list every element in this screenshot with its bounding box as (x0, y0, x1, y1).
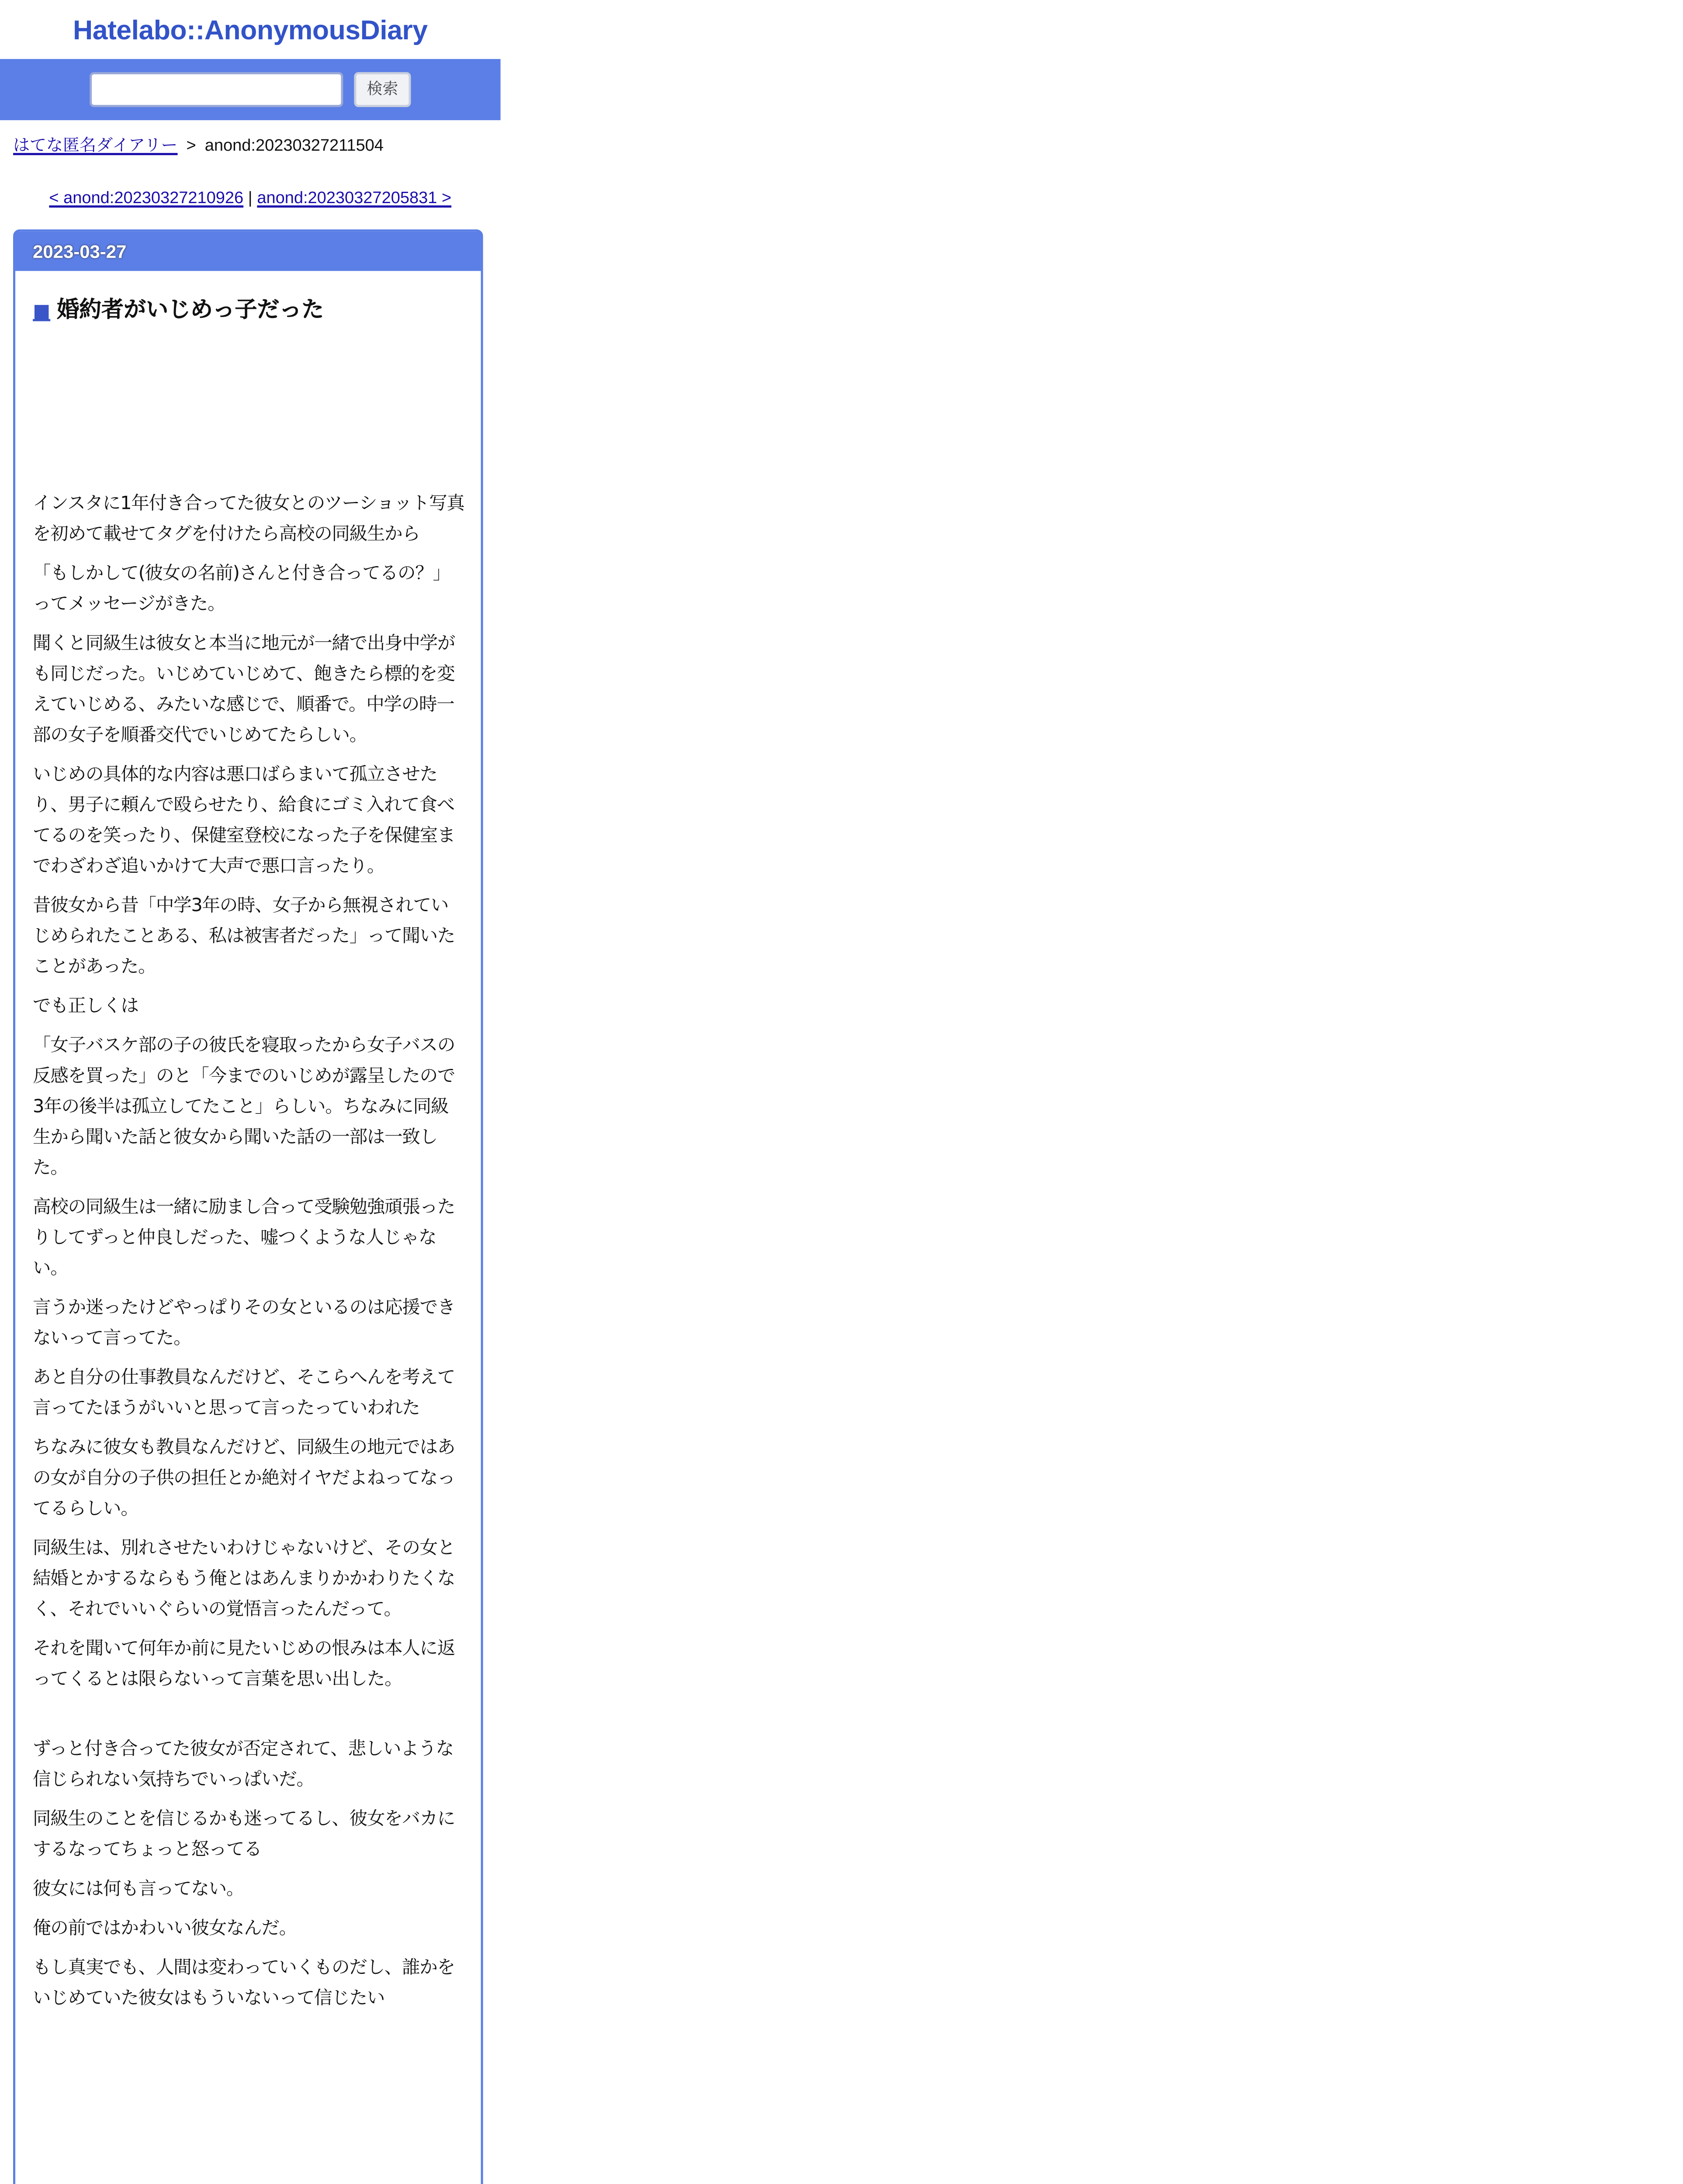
site-logo[interactable]: Hatelabo::AnonymousDiary (73, 14, 428, 45)
entry-permalink-marker[interactable]: ■ (33, 301, 51, 324)
entry-paragraph: もし真実でも、人間は変わっていくものだし、誰かをいじめていた彼女はもういないって信じたい (33, 1956, 455, 2008)
entry-paragraph: あと自分の仕事教員なんだけど、そこらへんを考えて言ってたほうがいいと思って言ったっていわれた (33, 1365, 455, 1418)
entry-paragraph: 聞くと同級生は彼女と本当に地元が一緒で出身中学がも同じだった。いじめていじめて、飽きたら標的を変えていじめる、みたいな感じで、順番で。中学の時一部の女子を順番交代でいじめてたらしい。 (33, 631, 455, 745)
entry-paragraph: 彼女には何も言ってない。 (33, 1877, 244, 1899)
entry-paragraph: ちなみに彼女も教員なんだけど、同級生の地元ではあの女が自分の子供の担任とか絶対イヤだよねってなってるらしい。 (33, 1435, 455, 1519)
entry-paragraph: でも正しくは (33, 994, 139, 1016)
breadcrumb-home-link[interactable]: はてな匿名ダイアリー (13, 135, 178, 156)
entry-paragraph: それを聞いて何年か前に見たいじめの恨みは本人に返ってくるとは限らないって言葉を思い出した。 (33, 1636, 455, 1690)
day-date: 2023-03-27 (15, 232, 481, 271)
entry-paragraph: 「もしかして(彼女の名前)さんと付き合ってるの？」ってメッセージがきた。 (33, 561, 450, 614)
entry-paragraph: インスタに1年付き合ってた彼女とのツーショット写真を初めて載せてタグを付けたら高校の同級生から (33, 491, 464, 544)
entry-body (33, 487, 466, 2022)
entry-paragraph: いじめの具体的な内容は悪口ばらまいて孤立させたり、男子に頼んで殴らせたり、給食にゴミ入れて食べてるのを笑ったり、保健室登校になった子を保健室までわざわざ追いかけて大声で悪口言ったり。 (33, 762, 455, 877)
site-header (0, 0, 501, 59)
paragraph-gap (33, 1702, 466, 1733)
nav-separator: | (248, 188, 253, 208)
breadcrumb-separator: > (186, 135, 196, 156)
entry-paragraph: 俺の前ではかわいい彼女なんだ。 (33, 1916, 297, 1939)
entry-title-text: 婚約者がいじめっ子だった (57, 299, 324, 324)
breadcrumb-current: anond:20230327211504 (204, 135, 384, 156)
entry-paragraph: 「女子バスケ部の子の彼氏を寝取ったから女子バスの反感を買った」のと「今までのいじめが露呈したので3年の後半は孤立してたこと」らしい。ちなみに同級生から聞いた話と彼女から聞いた話の一部は一致した。 (33, 1033, 455, 1178)
page-column (0, 0, 501, 223)
next-entry-link[interactable]: anond:20230327205831 > (257, 188, 452, 208)
search-input[interactable] (89, 72, 343, 107)
search-bar (0, 59, 501, 120)
entry-navigation (0, 164, 501, 223)
entry-paragraph: 言うか迷ったけどやっぱりその女といるのは応援できないって言ってた。 (33, 1296, 455, 1348)
breadcrumb (0, 120, 501, 164)
search-button[interactable]: 検索 (353, 72, 411, 107)
entry-paragraph: 同級生は、別れさせたいわけじゃないけど、その女と結婚とかするならもう俺とはあんまりかかわりたくなく、それでいいぐらいの覚悟言ったんだって。 (33, 1536, 455, 1619)
entry-title (33, 297, 464, 328)
day-section (13, 229, 483, 2184)
entry-paragraph: ずっと付き合ってた彼女が否定されて、悲しいような信じられない気持ちでいっぱいだ。 (33, 1737, 454, 1790)
entry-paragraph: 昔彼女から昔「中学3年の時、女子から無視されていじめられたことある、私は被害者だった」って聞いたことがあった。 (33, 894, 455, 977)
entry-paragraph: 高校の同級生は一緒に励まし合って受験勉強頑張ったりしてずっと仲良しだった、嘘つくような人じゃない。 (33, 1195, 455, 1279)
prev-entry-link[interactable]: < anond:20230327210926 (49, 188, 244, 208)
entry-paragraph: 同級生のことを信じるかも迷ってるし、彼女をバカにするなってちょっと怒ってる (33, 1807, 455, 1860)
